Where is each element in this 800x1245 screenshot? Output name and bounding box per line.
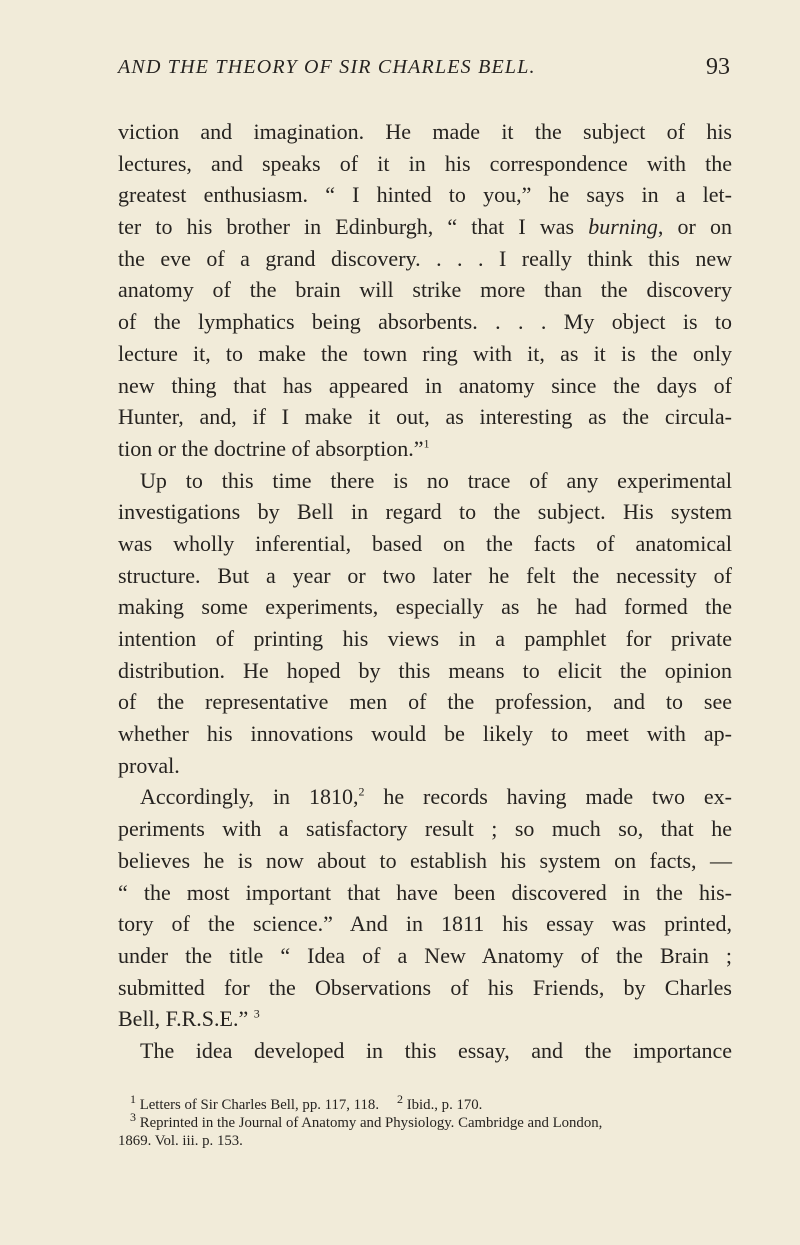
text-line: was wholly inferential, based on the facts of anatomical — [118, 530, 732, 556]
text-line: of the lymphatics being absorbents. . . . My object is to — [118, 309, 732, 335]
page-number: 93 — [706, 54, 730, 80]
footnote-text: Letters of Sir Charles Bell, pp. 117, 118. — [139, 1097, 380, 1113]
footnote-line: 1869. Vol. iii. p. 153. — [118, 1133, 243, 1149]
text-segment: , or on — [657, 214, 733, 240]
text-segment: he records having made two ex- — [364, 784, 732, 810]
text-line: lecture it, to make the town ring with it, as it is the only — [118, 340, 732, 366]
text-segment: Bell, F.R.S.E.” — [118, 1006, 249, 1032]
text-line: anatomy of the brain will strike more than the discovery — [118, 277, 732, 303]
italic-word: burning — [588, 214, 658, 240]
text-line: lectures, and speaks of it in his correspondence with the — [118, 150, 732, 176]
footnote-mark: 1 — [130, 1092, 136, 1107]
text-line — [118, 433, 732, 465]
text-line: believes he is now about to establish his system on facts, — — [118, 847, 732, 873]
footnote-mark: 2 — [397, 1092, 404, 1107]
text-segment: tion or the doctrine of absorption.” — [118, 435, 424, 461]
text-line: proval. — [118, 752, 180, 778]
text-line: submitted for the Observations of his Friends, by Charles — [118, 974, 732, 1000]
text-line — [118, 211, 732, 243]
footnote-text: Ibid., p. 170. — [406, 1097, 483, 1113]
text-line: whether his innovations would be likely to meet with ap- — [118, 721, 732, 747]
text-line — [118, 781, 732, 813]
text-line: investigations by Bell in regard to the subject. His system — [118, 499, 732, 525]
footnotes — [118, 1092, 732, 1150]
text-line: periments with a satisfactory result ; so much so, that he — [118, 816, 732, 842]
footnote-mark: 3 — [130, 1110, 136, 1125]
text-line: of the representative men of the profession, and to see — [118, 689, 732, 715]
footnote-ref: 1 — [423, 436, 430, 451]
text-line: Hunter, and, if I make it out, as interesting as the circula- — [118, 404, 732, 430]
text-line: structure. But a year or two later he felt the necessity of — [118, 562, 732, 588]
text-segment: ter to his brother in Edinburgh, “ that I was — [118, 214, 589, 240]
text-segment: Accordingly, in 1810, — [140, 784, 359, 810]
running-title: AND THE THEORY OF SIR CHARLES BELL. — [118, 56, 536, 78]
footnote-line — [118, 1092, 732, 1114]
text-line — [118, 1003, 732, 1035]
text-line: “ the most important that have been discovered in the his- — [118, 879, 732, 905]
text-line: tory of the science.” And in 1811 his essay was printed, — [118, 911, 732, 937]
text-line: distribution. He hoped by this means to elicit the opinion — [118, 657, 732, 683]
text-line: Up to this time there is no trace of any experimental — [140, 467, 732, 493]
text-line: under the title “ Idea of a New Anatomy of the Brain ; — [118, 942, 732, 968]
footnote-text: Reprinted in the Journal of Anatomy and Physiology. Cambridge and London, — [139, 1115, 603, 1131]
text-line: intention of printing his views in a pamphlet for private — [118, 626, 732, 651]
text-line: greatest enthusiasm. “ I hinted to you,” he says in a let- — [118, 182, 732, 208]
text-line: the eve of a grand discovery. . . . I really think this new — [118, 245, 732, 271]
footnote-ref: 2 — [358, 785, 365, 800]
text-line: making some experiments, especially as he had formed the — [118, 594, 732, 620]
running-head — [118, 56, 730, 88]
text-line: viction and imagination. He made it the subject of his — [118, 119, 732, 144]
footnote-ref: 3 — [253, 1006, 260, 1021]
text-line: new thing that has appeared in anatomy since the days of — [118, 372, 732, 398]
footnote-line — [118, 1110, 732, 1132]
body-text — [118, 116, 732, 1067]
text-line: The idea developed in this essay, and the importance — [140, 1037, 732, 1063]
